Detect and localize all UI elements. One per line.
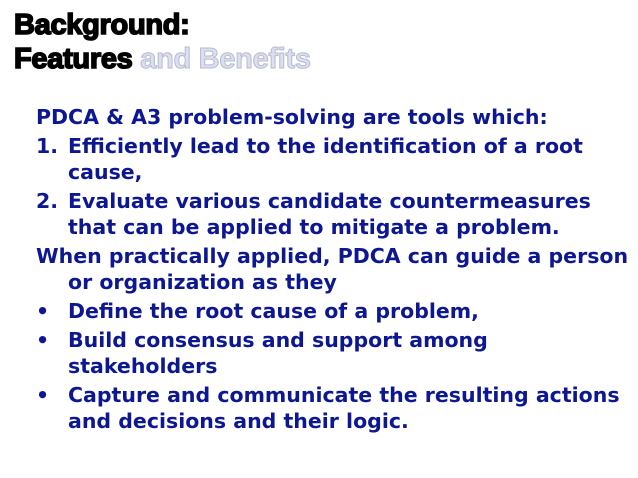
item-text: Efficiently lead to the identification of a root cause,: [68, 134, 583, 184]
title-line-2: [14, 42, 311, 76]
item-number: 1.: [36, 134, 59, 158]
bullet-text: Build consensus and support among stakeholders: [68, 328, 488, 378]
title-strong-word: Features: [14, 43, 133, 75]
bullet-item-2: [36, 327, 632, 379]
bullet-dot: •: [36, 328, 50, 352]
guide-paragraph: When practically applied, PDCA can guide a person or organization as they: [36, 244, 629, 294]
item-text: Evaluate various candidate countermeasures that can be applied to mitigate a problem.: [68, 189, 591, 239]
bullet-text: Define the root cause of a problem,: [68, 299, 479, 323]
slide-body: [36, 104, 632, 437]
item-number: 2.: [36, 189, 59, 213]
title-line-1: Background:: [14, 9, 190, 41]
bullet-dot: •: [36, 299, 50, 323]
slide-title: [14, 8, 311, 76]
bullet-item-1: [36, 298, 632, 324]
bullet-text: Capture and communicate the resulting actions and decisions and their logic.: [68, 383, 620, 433]
title-faded-words: and Benefits: [140, 43, 311, 75]
numbered-item-2: [36, 188, 632, 240]
bullet-item-3: [36, 382, 632, 434]
bullet-dot: •: [36, 383, 50, 407]
numbered-item-1: [36, 133, 632, 185]
intro-text: PDCA & A3 problem-solving are tools which:: [36, 105, 548, 129]
